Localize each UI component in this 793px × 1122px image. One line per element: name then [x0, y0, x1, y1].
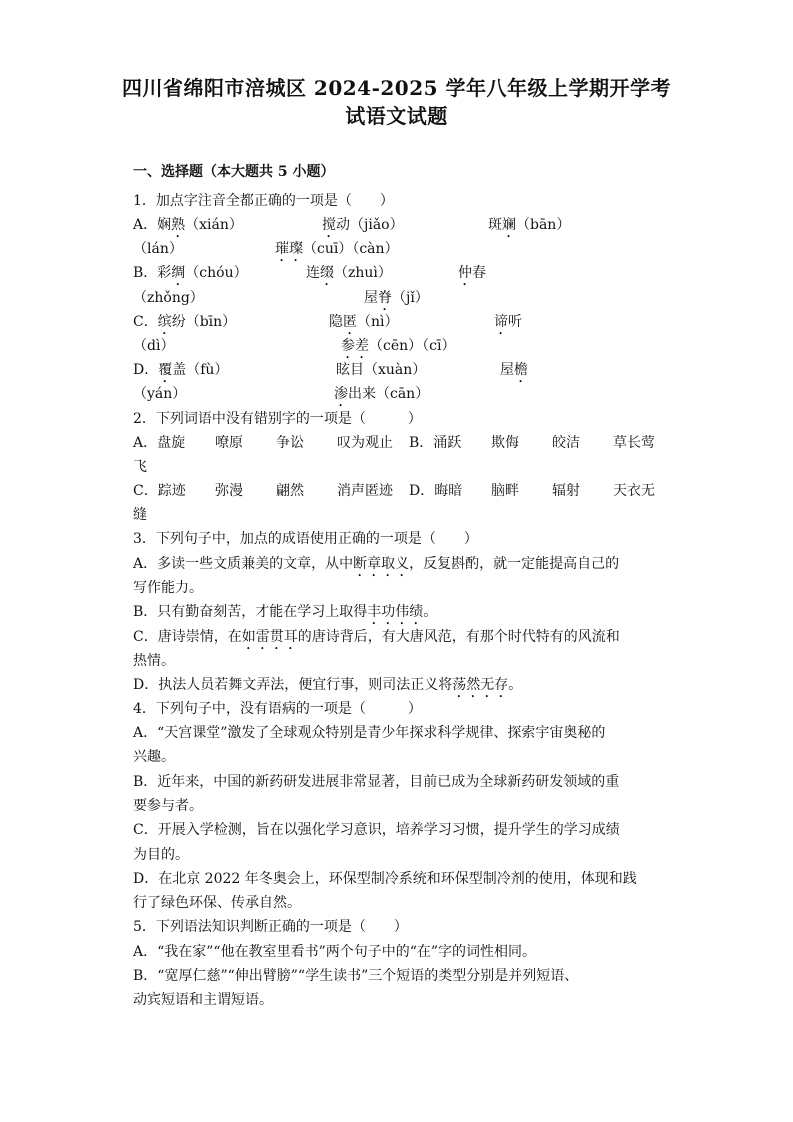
q2-b-word4-wrap: 飞 — [133, 459, 147, 475]
section-heading: 一、选择题（本大题共 5 小题） — [133, 164, 335, 180]
q2-c-word2: 弥漫 — [215, 483, 243, 499]
q1-option-a-line1: A．娴熟（xián） — [133, 217, 243, 233]
q3-option-c-wrap: 热情。 — [133, 653, 175, 669]
q1-option-b-word2: 连缀（zhuì） — [306, 265, 392, 281]
q2-c-word3: 翩然 — [276, 483, 304, 499]
q2-b-word3: 皎洁 — [552, 435, 580, 451]
q1-option-b-word3: 仲春 — [458, 265, 486, 281]
q2-a-word3: 争讼 — [276, 435, 304, 451]
q2-d-word4-wrap: 缝 — [133, 507, 147, 523]
q2-d-word2: 脑畔 — [491, 483, 519, 499]
q3-option-d: D．执法人员若舞文弄法，便宜行事，则司法正义将荡然无存。 — [133, 677, 523, 693]
q5-option-a: A．“我在家”“他在教室里看书”两个句子中的“在”字的词性相同。 — [133, 944, 537, 960]
q3-option-a: A．多读一些文质兼美的文章，从中断章取义，反复斟酌，就一定能提高自己的 — [133, 556, 620, 572]
q1-option-d-word2: 眩目（xuàn） — [336, 362, 427, 378]
q1-option-c-line1: C．缤纷（bīn） — [133, 314, 237, 330]
q1-option-a-word4: 璀璨（cuī）（càn） — [275, 241, 399, 257]
q2-a-word4: 叹为观止 — [337, 435, 393, 451]
q1-option-c-word2: 隐匿（nì） — [329, 314, 399, 330]
q4-option-d: D．在北京 2022 年冬奥会上，环保型制冷系统和环保型制冷剂的使用，体现和践 — [133, 871, 637, 887]
q4-option-b-wrap: 要参与者。 — [133, 798, 203, 814]
q1-option-c-word3-wrap: （dì） — [133, 338, 175, 354]
q4-option-a-wrap: 兴趣。 — [133, 749, 175, 765]
q2-a-word2: 嘹原 — [215, 435, 243, 451]
q2-a-word1: A．盘旋 — [133, 435, 186, 451]
q2-stem: 2．下列词语中没有错别字的一项是（ ） — [133, 411, 422, 427]
q1-option-c-word4: 参差（cēn）（cī） — [341, 338, 456, 354]
q1-option-c-word3: 谛听 — [494, 314, 522, 330]
q3-option-c: C．唐诗崇情，在如雷贯耳的唐诗背后，有大唐风范，有那个时代特有的风流和 — [133, 629, 620, 645]
page-title-line1: 四川省绵阳市涪城区 2024-2025 学年八年级上学期开学考 — [121, 76, 672, 100]
q5-option-b: B．“宽厚仁慈”“伸出臂膀”“学生读书”三个短语的类型分别是并列短语、 — [133, 968, 579, 984]
q1-option-d-word3: 屋檐 — [500, 362, 528, 378]
q1-option-b-word4: 屋脊（jǐ） — [364, 290, 429, 306]
q4-option-b: B．近年来，中国的新药研发进展非常显著，目前已成为全球新药研发领域的重 — [133, 774, 620, 790]
q4-option-a: A．“天宫课堂”激发了全球观众特别是青少年探求科学规律、探索宇宙奥秘的 — [133, 725, 606, 741]
q2-b-word1: B．涌跃 — [409, 435, 462, 451]
q4-option-c-wrap: 为目的。 — [133, 847, 189, 863]
q4-option-d-wrap: 行了绿色环保、传承自然。 — [133, 895, 301, 911]
q1-option-b-line1: B．彩绸（chóu） — [133, 265, 248, 281]
q3-option-a-wrap: 写作能力。 — [133, 580, 203, 596]
q1-option-a-word2: 搅动（jiǎo） — [322, 217, 404, 233]
q1-option-d-word3-wrap: （yán） — [133, 386, 187, 402]
q2-d-word1: D．晦暗 — [409, 483, 463, 499]
q3-stem: 3．下列句子中，加点的成语使用正确的一项是（ ） — [133, 531, 478, 547]
q1-option-b-word3-wrap: （zhǒng） — [133, 290, 204, 306]
q1-option-d-line1: D．覆盖（fù） — [133, 362, 229, 378]
q4-stem: 4．下列句子中，没有语病的一项是（ ） — [133, 701, 422, 717]
q5-option-b-wrap: 动宾短语和主谓短语。 — [133, 992, 273, 1008]
q1-stem: 1．加点字注音全都正确的一项是（ ） — [133, 193, 394, 209]
q1-option-d-word4: 渗出来（cān） — [334, 386, 430, 402]
q3-option-b: B．只有勤奋刻苦，才能在学习上取得丰功伟绩。 — [133, 604, 438, 620]
q2-c-word4: 消声匿迹 — [337, 483, 393, 499]
page-title-line2: 试语文试题 — [345, 104, 448, 128]
q1-option-a-word3: 斑斓（bān） — [488, 217, 571, 233]
q2-c-word1: C．踪迹 — [133, 483, 186, 499]
q2-b-word4: 草长莺 — [613, 435, 655, 451]
q2-d-word3: 辐射 — [552, 483, 580, 499]
q1-option-a-word3-wrap: （lán） — [133, 241, 183, 257]
q4-option-c: C．开展入学检测，旨在以强化学习意识，培养学习习惯，提升学生的学习成绩 — [133, 822, 620, 838]
q5-stem: 5．下列语法知识判断正确的一项是（ ） — [133, 919, 408, 935]
q2-b-word2: 欺侮 — [491, 435, 519, 451]
q2-d-word4: 天衣无 — [613, 483, 655, 499]
